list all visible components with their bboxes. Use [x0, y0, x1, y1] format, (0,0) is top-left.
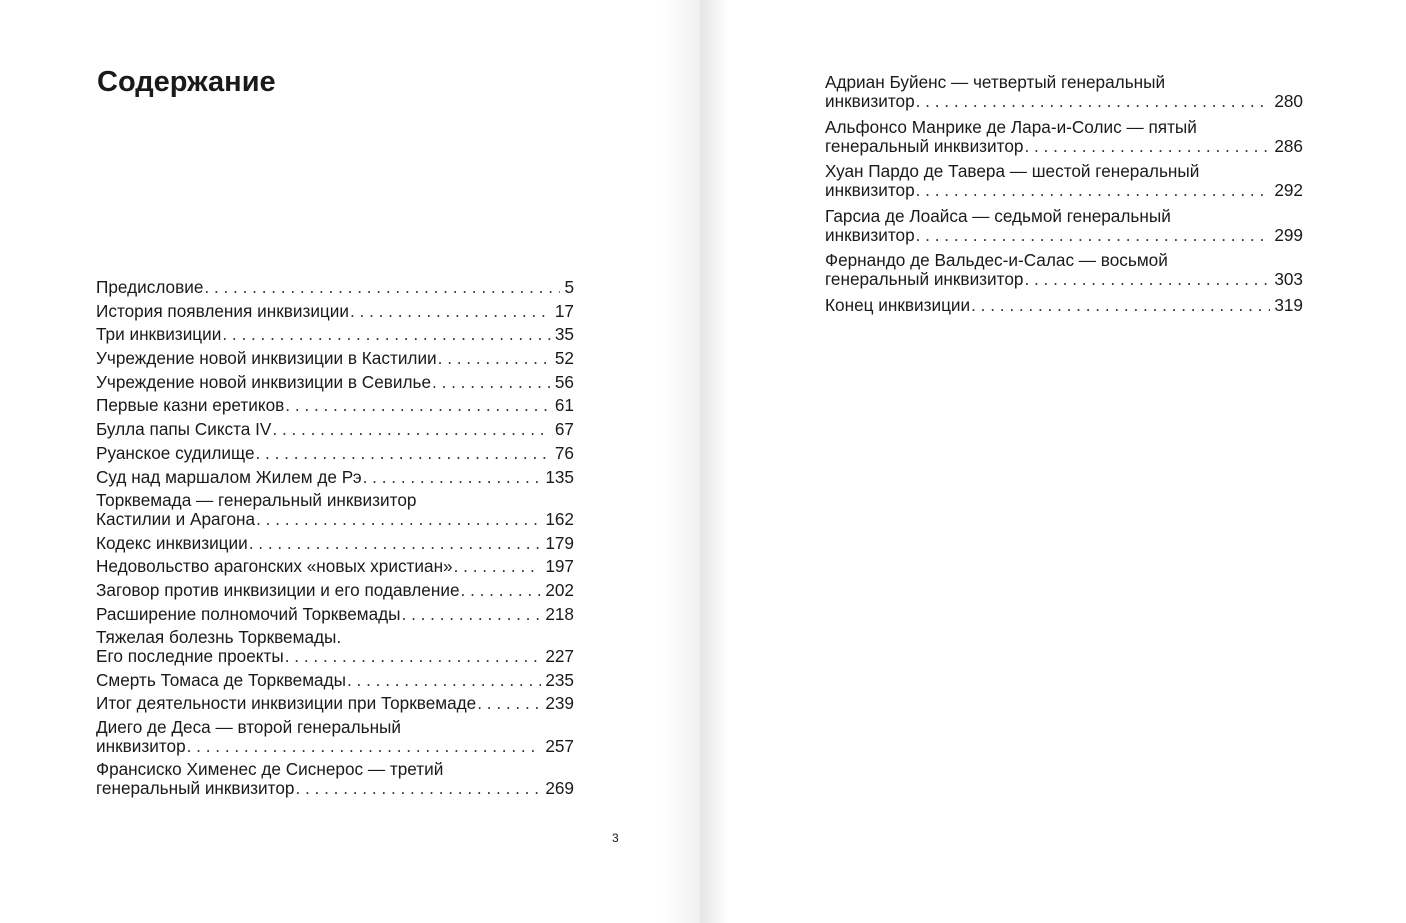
dot-leader: [272, 420, 550, 439]
toc-entry-title: инквизитор: [825, 180, 915, 200]
toc-entry-title-line1: Диего де Деса — второй генеральный: [96, 716, 402, 737]
dot-leader: [256, 510, 541, 529]
toc-entry-page: 235: [545, 669, 574, 690]
dot-leader: [971, 296, 1270, 315]
toc-entry-title: Суд над маршалом Жилем де Рэ: [96, 466, 362, 487]
toc-entry-page: 286: [1274, 135, 1303, 156]
toc-entry-title: инквизитор: [825, 91, 915, 111]
dot-leader: [432, 373, 551, 392]
toc-entry[interactable]: [825, 73, 1303, 111]
toc-entry[interactable]: [96, 718, 574, 756]
toc-entry-page: 135: [545, 466, 574, 487]
toc-entry-page: 35: [554, 324, 574, 345]
toc-entry-title: Конец инквизиции: [825, 294, 971, 315]
toc-entry[interactable]: [825, 207, 1303, 245]
toc-entry[interactable]: [96, 534, 574, 553]
toc-entry-title: Руанское судилище: [96, 442, 255, 463]
dot-leader: [249, 534, 542, 553]
gutter-shadow: [660, 0, 700, 923]
toc-entry[interactable]: [96, 302, 574, 321]
toc-entry-page: 299: [1274, 224, 1303, 245]
toc-entry-title: инквизитор: [96, 735, 186, 756]
toc-right: [825, 73, 1303, 315]
toc-entry-page: 61: [554, 395, 574, 416]
toc-entry[interactable]: [96, 694, 574, 713]
toc-entry[interactable]: [825, 296, 1303, 315]
toc-entry-page: 202: [545, 579, 574, 600]
toc-entry-page: 303: [1274, 269, 1303, 289]
toc-entry-page: 218: [545, 603, 574, 624]
toc-entry-page: 227: [545, 646, 574, 667]
dot-leader: [402, 605, 542, 624]
dot-leader: [1024, 270, 1270, 289]
toc-entry-title-line1: Гарсиа де Лоайса — седьмой генеральный: [825, 205, 1171, 226]
toc-entry-page: 269: [545, 778, 574, 799]
toc-entry-title-line1: Франсиско Хименес де Сиснерос — третий: [96, 759, 444, 780]
toc-entry-page: 67: [554, 419, 574, 440]
dot-leader: [350, 302, 551, 321]
toc-entry-page: 197: [545, 556, 574, 577]
toc-entry[interactable]: [96, 557, 574, 576]
toc-entry[interactable]: [96, 605, 574, 624]
toc-entry[interactable]: [96, 396, 574, 415]
toc-entry[interactable]: [96, 628, 574, 666]
toc-entry[interactable]: [96, 349, 574, 368]
toc-entry[interactable]: [96, 278, 574, 297]
dot-leader: [1024, 137, 1270, 156]
toc-entry-page: 52: [554, 348, 574, 369]
toc-entry-page: 179: [545, 532, 574, 553]
dot-leader: [363, 468, 542, 487]
toc-entry[interactable]: [96, 373, 574, 392]
toc-entry-title: генеральный инквизитор: [96, 778, 295, 799]
toc-entry-page: 319: [1274, 294, 1303, 315]
toc-entry-page: 5: [564, 277, 574, 297]
gutter-shadow: [700, 0, 728, 923]
toc-entry[interactable]: [96, 444, 574, 463]
left-page: [0, 0, 700, 923]
dot-leader: [187, 737, 542, 756]
dot-leader: [285, 396, 551, 415]
dot-leader: [461, 581, 542, 600]
toc-entry[interactable]: [96, 491, 574, 529]
dot-leader: [454, 557, 542, 576]
toc-entry[interactable]: [96, 420, 574, 439]
dot-leader: [438, 349, 551, 368]
toc-entry[interactable]: [96, 581, 574, 600]
toc-entry[interactable]: [96, 325, 574, 344]
toc-entry-title: Его последние проекты: [96, 646, 284, 667]
toc-entry[interactable]: [825, 118, 1303, 156]
toc-entry-title: Первые казни еретиков: [96, 395, 285, 416]
toc-entry-page: 257: [545, 735, 574, 756]
dot-leader: [477, 694, 541, 713]
toc-entry-title: Предисловие: [96, 277, 204, 297]
toc-left: [96, 278, 574, 803]
toc-entry-page: 17: [554, 300, 574, 321]
toc-entry[interactable]: [825, 251, 1303, 289]
toc-entry-page: 239: [545, 693, 574, 714]
dot-leader: [916, 226, 1271, 245]
toc-entry-title: Учреждение новой инквизиции в Севилье: [96, 371, 432, 392]
toc-entry-title: Булла папы Сикста IV: [96, 419, 272, 440]
toc-entry-title: Расширение полномочий Торквемады: [96, 603, 401, 624]
dot-leader: [222, 325, 551, 344]
dot-leader: [916, 92, 1271, 111]
toc-entry-title: Кастилии и Арагона: [96, 509, 256, 529]
toc-entry-title: История появления инквизиции: [96, 300, 349, 321]
dot-leader: [347, 671, 541, 690]
toc-entry-title: Недовольство арагонских «новых христиан»: [96, 556, 453, 577]
dot-leader: [916, 181, 1271, 200]
toc-entry-title: Три инквизиции: [96, 324, 222, 345]
dot-leader: [295, 779, 541, 798]
dot-leader: [204, 278, 560, 297]
toc-entry-title-line1: Фернандо де Вальдес-и-Салас — восьмой: [825, 250, 1168, 270]
page-title: Содержание: [97, 66, 276, 98]
toc-entry-title: Заговор против инквизиции и его подавление: [96, 579, 460, 600]
toc-entry-title: Учреждение новой инквизиции в Кастилии: [96, 348, 437, 369]
toc-entry[interactable]: [96, 468, 574, 487]
toc-entry-title-line1: Альфонсо Манрике де Лара-и-Солис — пятый: [825, 116, 1197, 137]
toc-entry[interactable]: [825, 162, 1303, 200]
toc-entry[interactable]: [96, 760, 574, 798]
toc-entry-title-line1: Торквемада — генеральный инквизитор: [96, 490, 417, 510]
toc-entry-title: генеральный инквизитор: [825, 269, 1024, 289]
page-number: 3: [612, 831, 619, 845]
toc-entry-title-line1: Адриан Буйенс — четвертый генеральный: [825, 72, 1166, 92]
toc-entry-title: Смерть Томаса де Торквемады: [96, 669, 346, 690]
toc-entry-title: Итог деятельности инквизиции при Торквемаде: [96, 693, 477, 714]
toc-entry-title: инквизитор: [825, 224, 915, 245]
toc-entry-page: 280: [1274, 91, 1303, 111]
toc-entry[interactable]: [96, 671, 574, 690]
toc-entry-title-line1: Тяжелая болезнь Торквемады.: [96, 627, 342, 648]
toc-entry-page: 162: [545, 509, 574, 529]
right-page: [700, 0, 1406, 923]
toc-entry-page: 76: [554, 442, 574, 463]
toc-entry-title: генеральный инквизитор: [825, 135, 1024, 156]
dot-leader: [285, 647, 542, 666]
toc-entry-title-line1: Хуан Пардо де Тавера — шестой генеральный: [825, 161, 1200, 181]
dot-leader: [256, 444, 551, 463]
toc-entry-page: 56: [554, 371, 574, 392]
toc-entry-title: Кодекс инквизиции: [96, 532, 248, 553]
toc-entry-page: 292: [1274, 180, 1303, 200]
